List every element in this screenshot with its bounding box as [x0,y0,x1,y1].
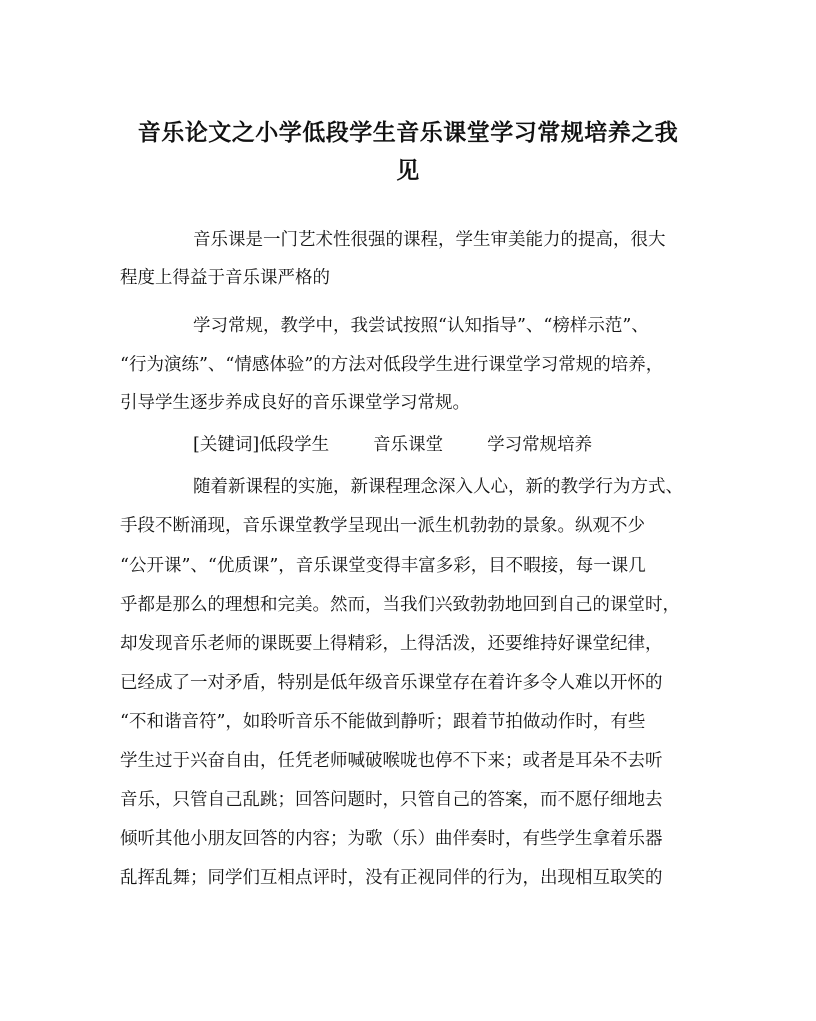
body-line: 学生过于兴奋自由，任凭老师喊破喉咙也停不下来；或者是耳朵不去听 [120,751,663,771]
body-line: “不和谐音符”，如聆听音乐不能做到静听；跟着节拍做动作时，有些 [120,712,646,732]
abstract-line: 音乐课是一门艺术性很强的课程，学生审美能力的提高，很大 [193,230,666,250]
document-title-line-2: 见 [396,157,420,184]
abstract-line: 程度上得益于音乐课严格的 [120,268,330,288]
keyword-learning-habits: 学习常规培养 [487,435,593,455]
document-title-line-1: 音乐论文之小学低段学生音乐课堂学习常规培养之我 [137,119,679,146]
abstract-line: “行为演练”、“情感体验”的方法对低段学生进行课堂学习常规的培养， [120,355,664,375]
body-line: 随着新课程的实施，新课程理念深入人心，新的教学行为方式、 [193,477,683,497]
body-line: 已经成了一对矛盾，特别是低年级音乐课堂存在着许多令人难以开怀的 [120,673,663,693]
body-line: 却发现音乐老师的课既要上得精彩，上得活泼，还要维持好课堂纪律， [120,634,663,654]
keyword-music-classroom: 音乐课堂 [373,435,444,455]
body-line: 倾听其他小朋友回答的内容；为歌（乐）曲伴奏时，有些学生拿着乐器 [120,829,663,849]
body-line: 音乐，只管自己乱跳；回答问题时，只管自己的答案，而不愿仔细地去 [120,790,663,810]
keywords-label: [关键词]低段学生 [193,435,330,455]
abstract-line: 引导学生逐步养成良好的音乐课堂学习常规。 [120,393,470,413]
body-line: 乎都是那么的理想和完美。然而，当我们兴致勃勃地回到自己的课堂时， [120,595,680,615]
keywords-line [193,434,703,456]
abstract-line: 学习常规，教学中，我尝试按照“认知指导”、“榜样示范”、 [193,316,649,336]
body-line: “公开课”、“优质课”，音乐课堂变得丰富多彩，目不暇接，每一课几 [120,556,646,576]
body-line: 乱挥乱舞；同学们互相点评时，没有正视同伴的行为，出现相互取笑的 [120,868,663,888]
body-line: 手段不断涌现，音乐课堂教学呈现出一派生机勃勃的景象。纵观不少 [120,516,645,536]
